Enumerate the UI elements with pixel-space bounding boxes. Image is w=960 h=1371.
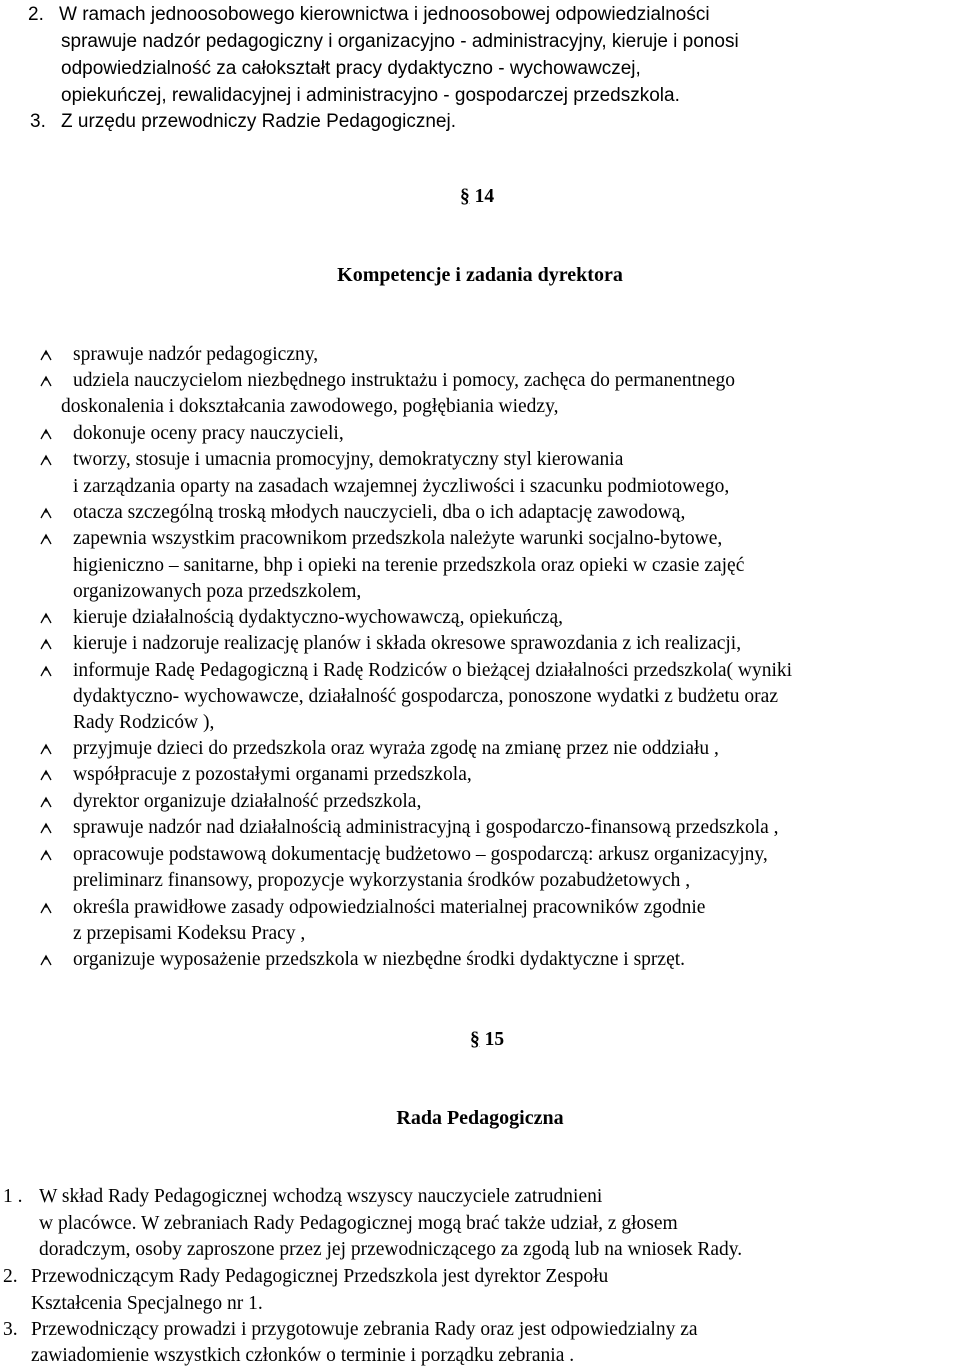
caret-bullet-icon bbox=[40, 453, 52, 467]
list-number: 3. bbox=[30, 111, 46, 132]
list-item-text: sprawuje nadzór pedagogiczny i organizacyjno - administracyjny, kieruje i ponosi bbox=[61, 31, 739, 52]
list-item-text: udziela nauczycielom niezbędnego instruktażu i pomocy, zachęca do permanentnego bbox=[73, 370, 735, 391]
caret-bullet-icon bbox=[40, 611, 52, 625]
list-item-text: preliminarz finansowy, propozycje wykorzystania środków pozabudżetowych , bbox=[73, 870, 691, 891]
caret-bullet-icon bbox=[40, 795, 52, 809]
section-title: Rada Pedagogiczna bbox=[396, 1107, 564, 1129]
list-item-text: dydaktyczno- wychowawcze, działalność gospodarcza, ponoszone wydatki z budżetu oraz bbox=[73, 686, 778, 707]
list-number: 2. bbox=[28, 4, 44, 25]
section-number bbox=[460, 184, 494, 210]
list-item-text: dokonuje oceny pracy nauczycieli, bbox=[73, 423, 344, 444]
section-number-value: 14 bbox=[474, 186, 495, 207]
list-item-text: opiekuńczej, rewalidacyjnej i administracyjno - gospodarczej przedszkola. bbox=[61, 85, 680, 106]
list-item-text: w placówce. W zebraniach Rady Pedagogicznej mogą brać także udział, z głosem bbox=[39, 1213, 678, 1234]
list-item-text: dyrektor organizuje działalność przedszkola, bbox=[73, 791, 422, 812]
caret-bullet-icon bbox=[40, 953, 52, 967]
list-item-text: zawiadomienie wszystkich członków o terminie i porządku zebrania . bbox=[31, 1345, 575, 1366]
list-item-text: W ramach jednoosobowego kierownictwa i jednoosobowej odpowiedzialności bbox=[59, 4, 710, 25]
section-symbol: § bbox=[460, 186, 470, 207]
caret-bullet-icon bbox=[40, 821, 52, 835]
section-title: Kompetencje i zadania dyrektora bbox=[337, 264, 623, 286]
list-item-text: informuje Radę Pedagogiczną i Radę Rodziców o bieżącej działalności przedszkola( wyniki bbox=[73, 660, 793, 681]
list-item-text: określa prawidłowe zasady odpowiedzialności materialnej pracowników zgodnie bbox=[73, 897, 706, 918]
caret-bullet-icon bbox=[40, 768, 52, 782]
list-number: 1 . bbox=[3, 1186, 23, 1207]
caret-bullet-icon bbox=[40, 506, 52, 520]
list-item-text: odpowiedzialność za całokształt pracy dydaktyczno - wychowawczej, bbox=[61, 58, 641, 79]
list-item-text: Rady Rodziców ), bbox=[73, 712, 215, 733]
list-item-text: Z urzędu przewodniczy Radzie Pedagogicznej. bbox=[61, 111, 456, 132]
list-item-text: i zarządzania oparty na zasadach wzajemnej życzliwości i szacunku podmiotowego, bbox=[73, 476, 730, 497]
list-item-text: Przewodniczącym Rady Pedagogicznej Przedszkola jest dyrektor Zespołu bbox=[31, 1266, 609, 1287]
list-item-text: tworzy, stosuje i umacnia promocyjny, demokratyczny styl kierowania bbox=[73, 449, 624, 470]
section-number bbox=[470, 1027, 504, 1053]
list-item-text: W skład Rady Pedagogicznej wchodzą wszyscy nauczyciele zatrudnieni bbox=[39, 1186, 603, 1207]
caret-bullet-icon bbox=[40, 637, 52, 651]
section-symbol: § bbox=[470, 1029, 480, 1050]
list-number: 3. bbox=[3, 1319, 18, 1340]
list-item-text: współpracuje z pozostałymi organami przedszkola, bbox=[73, 764, 472, 785]
list-item-text: organizowanych poza przedszkolem, bbox=[73, 581, 362, 602]
list-item-text: sprawuje nadzór nad działalnością administracyjną i gospodarczo-finansową przedszkola , bbox=[73, 817, 779, 838]
list-item-text: przyjmuje dzieci do przedszkola oraz wyraża zgodę na zmianę przez nie oddziału , bbox=[73, 738, 719, 759]
caret-bullet-icon bbox=[40, 742, 52, 756]
list-item-text: Kształcenia Specjalnego nr 1. bbox=[31, 1293, 263, 1314]
list-item-text: higieniczno – sanitarne, bhp i opieki na terenie przedszkola oraz opieki w czasie zajęć bbox=[73, 555, 745, 576]
section-number-value: 15 bbox=[484, 1029, 505, 1050]
list-item-text: sprawuje nadzór pedagogiczny, bbox=[73, 344, 319, 365]
list-item-text: otacza szczególną troską młodych nauczycieli, dba o ich adaptację zawodową, bbox=[73, 502, 686, 523]
caret-bullet-icon bbox=[40, 374, 52, 388]
list-item-text: kieruje i nadzoruje realizację planów i składa okresowe sprawozdania z ich realizacji, bbox=[73, 633, 742, 654]
list-item-text: doskonalenia i dokształcania zawodowego, pogłębiania wiedzy, bbox=[61, 396, 559, 417]
list-item-text: doradczym, osoby zaproszone przez jej przewodniczącego za zgodą lub na wniosek Rady. bbox=[39, 1239, 743, 1260]
list-item-text: Przewodniczący prowadzi i przygotowuje zebrania Rady oraz jest odpowiedzialny za bbox=[31, 1319, 698, 1340]
caret-bullet-icon bbox=[40, 348, 52, 362]
caret-bullet-icon bbox=[40, 848, 52, 862]
list-item-text: kieruje działalnością dydaktyczno-wychowawczą, opiekuńczą, bbox=[73, 607, 563, 628]
list-item-text: opracowuje podstawową dokumentację budżetowo – gospodarczą: arkusz organizacyjny, bbox=[73, 844, 768, 865]
list-item-text: zapewnia wszystkim pracownikom przedszkola należyte warunki socjalno-bytowe, bbox=[73, 528, 723, 549]
list-number: 2. bbox=[3, 1266, 18, 1287]
list-item-text: organizuje wyposażenie przedszkola w niezbędne środki dydaktyczne i sprzęt. bbox=[73, 949, 686, 970]
list-item-text: z przepisami Kodeksu Pracy , bbox=[73, 923, 306, 944]
caret-bullet-icon bbox=[40, 664, 52, 678]
caret-bullet-icon bbox=[40, 901, 52, 915]
caret-bullet-icon bbox=[40, 532, 52, 546]
caret-bullet-icon bbox=[40, 427, 52, 441]
